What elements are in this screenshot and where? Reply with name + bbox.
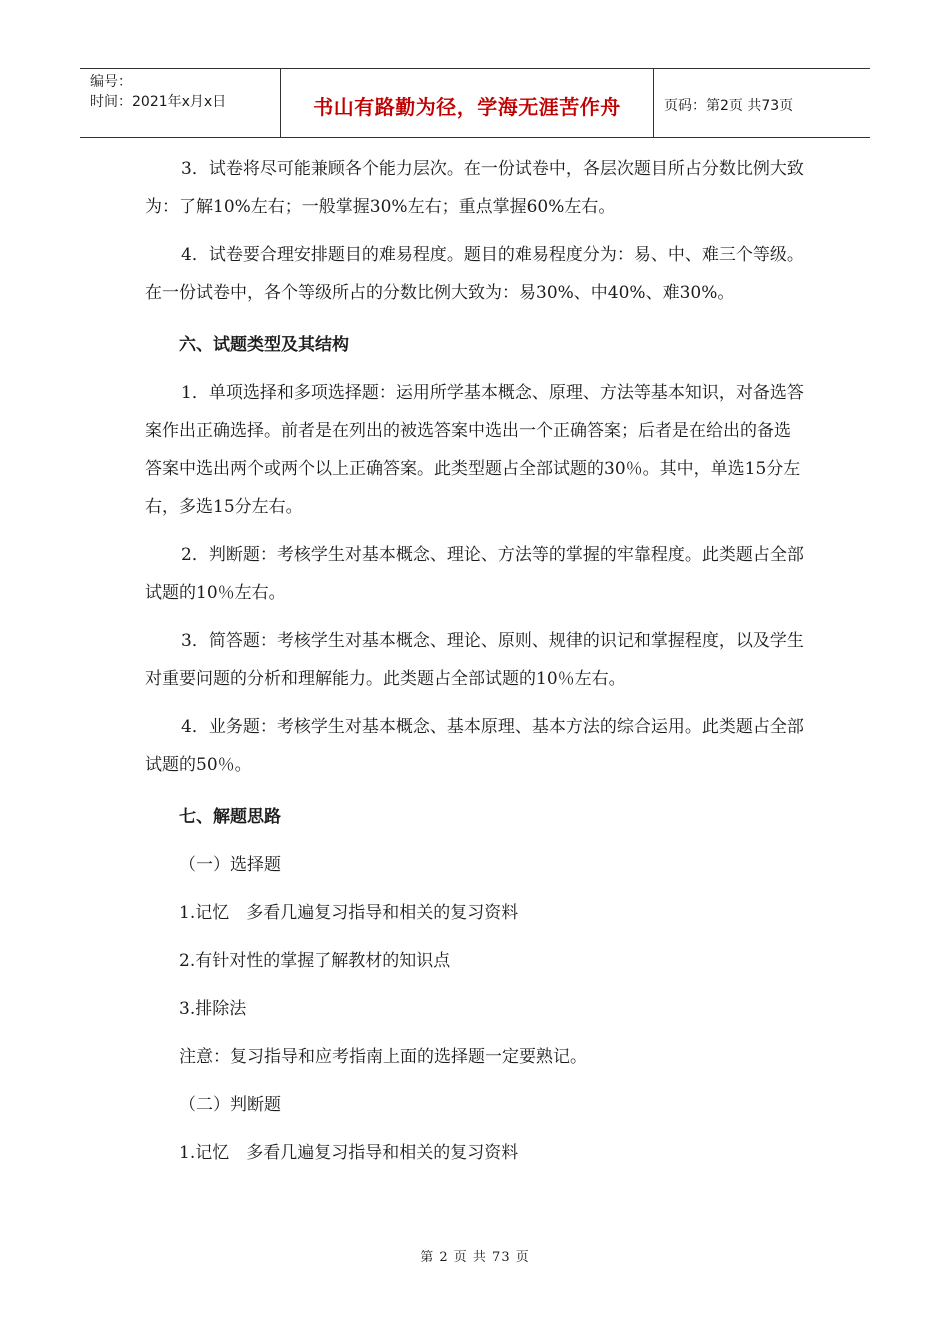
paragraph-ability-levels: 3．试卷将尽可能兼顾各个能力层次。在一份试卷中，各层次题目所占分数比例大致为：了解10%左右；一般掌握30%左右；重点掌握60%左右。 <box>145 159 804 217</box>
section-7-title: 七、解题思路 <box>179 807 281 827</box>
page-header <box>80 68 870 138</box>
paragraph-difficulty: 4．试卷要合理安排题目的难易程度。题目的难易程度分为：易、中、难三个等级。在一份试卷中，各个等级所占的分数比例大致为：易30%、中40%、难30%。 <box>145 245 804 303</box>
section-6-title: 六、试题类型及其结构 <box>179 335 349 355</box>
paragraph-true-false: 2．判断题：考核学生对基本概念、理论、方法等的掌握的牢靠程度。此类题占全部试题的10％左右。 <box>145 545 804 603</box>
header-motto: 书山有路勤为径，学海无涯苦作舟 <box>281 69 654 137</box>
subsection-judgment-title: （二）判断题 <box>179 1095 281 1115</box>
note-text: 注意：复习指导和应考指南上面的选择题一定要熟记。 <box>179 1047 587 1067</box>
subsection-choice-title: （一）选择题 <box>179 855 281 875</box>
header-meta <box>80 69 281 137</box>
paragraph-choice-questions: 1．单项选择和多项选择题：运用所学基本概念、原理、方法等基本知识，对备选答案作出正确选择。前者是在列出的被选答案中选出一个正确答案；后者是在给出的备选答案中选出两个或两个以上正确答案。此类型题占全部试题的30％。其中，单选15分左右，多选15分左右。 <box>145 383 804 517</box>
header-page-info: 页码：第2页 共73页 <box>664 98 794 114</box>
page-footer: 第 2 页 共 73 页 <box>420 1250 530 1265</box>
paragraph-business-questions: 4．业务题：考核学生对基本概念、基本原理、基本方法的综合运用。此类题占全部试题的50％。 <box>145 717 804 775</box>
document-number-label: 编号： <box>90 74 132 90</box>
paragraph-short-answer: 3．简答题：考核学生对基本概念、理论、原则、规律的识记和掌握程度，以及学生对重要问题的分析和理解能力。此类题占全部试题的10％左右。 <box>145 631 804 689</box>
list-item: 1.记忆 多看几遍复习指导和相关的复习资料 <box>179 1143 519 1163</box>
list-item: 3.排除法 <box>179 999 247 1019</box>
list-item: 2.有针对性的掌握了解教材的知识点 <box>179 951 451 971</box>
document-body <box>145 150 807 1172</box>
list-item: 1.记忆 多看几遍复习指导和相关的复习资料 <box>179 903 519 923</box>
document-time-label: 时间：2021年x月x日 <box>90 94 227 110</box>
